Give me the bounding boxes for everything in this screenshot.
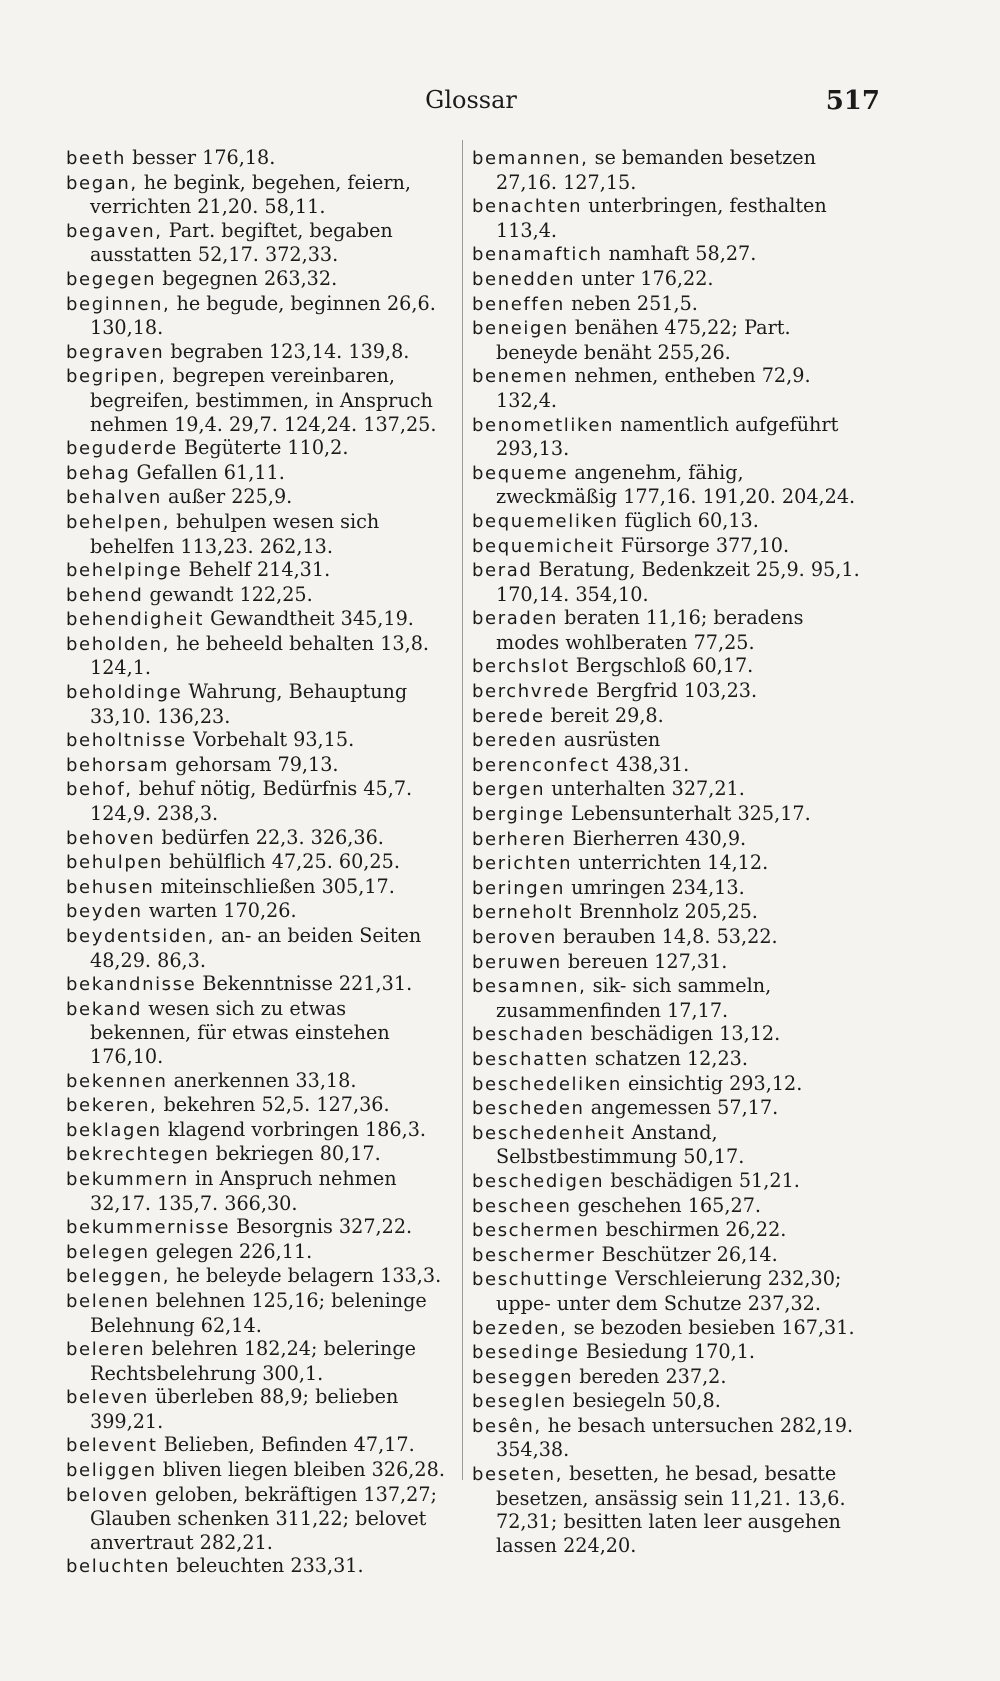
headword: beyden	[66, 901, 143, 923]
definition: belehnen 125,16; beleninge Belehnung 62,14.	[90, 1288, 427, 1337]
definition: anerkennen 33,18.	[173, 1068, 357, 1092]
definition: neben 251,5.	[571, 291, 698, 315]
headword: benachten	[472, 196, 583, 218]
column-divider	[462, 140, 463, 1480]
page-number: 517	[825, 86, 880, 116]
glossary-entry	[66, 510, 452, 558]
definition: angenehm, fähig, zweckmäßig 177,16. 191,20. 204,24.	[496, 460, 856, 509]
headword: benemen	[472, 366, 569, 388]
headword: beydentsiden,	[66, 926, 215, 947]
definition: Bergfrid 103,23.	[596, 679, 758, 703]
headword: berheren	[472, 828, 567, 850]
definition: Bekenntnisse 221,31.	[202, 972, 413, 996]
definition: begegnen 263,32.	[162, 266, 338, 290]
definition: Besorgnis 327,22.	[236, 1215, 413, 1239]
glossary-entry	[66, 1069, 452, 1094]
headword: beleven	[66, 1387, 149, 1409]
definition: bliven liegen bleiben 326,28.	[162, 1458, 445, 1482]
definition: umringen 234,13.	[571, 875, 745, 899]
glossary-entry	[66, 436, 452, 461]
headword: beschedigen	[472, 1170, 605, 1192]
definition: se bezoden besieben 167,31.	[573, 1315, 855, 1339]
glossary-entry	[66, 826, 452, 851]
glossary-entry	[472, 777, 864, 802]
glossary-entry	[66, 924, 452, 972]
definition: außer 225,9.	[167, 485, 293, 509]
glossary-entry	[66, 146, 452, 171]
definition: miteinschließen 305,17.	[160, 874, 395, 898]
definition: Behelf 214,31.	[188, 558, 331, 582]
headword: beschermer	[472, 1244, 596, 1266]
headword: beschaden	[472, 1024, 585, 1046]
headword: beeth	[66, 148, 127, 169]
glossary-entry	[472, 1389, 864, 1414]
definition: Begüterte 110,2.	[183, 436, 349, 460]
definition: he beheeld behalten 13,8. 124,1.	[90, 631, 430, 680]
headword: beringen	[472, 877, 566, 899]
headword: berchslot	[472, 656, 570, 678]
definition: wesen sich zu etwas bekennen, für etwas einstehen 176,10.	[90, 996, 390, 1068]
headword: bemannen,	[472, 148, 589, 169]
glossary-entry	[472, 1096, 864, 1121]
glossary-entry	[472, 242, 864, 267]
definition: klagend vorbringen 186,3.	[167, 1117, 426, 1141]
glossary-entry	[472, 1316, 864, 1341]
glossary-entry	[472, 851, 864, 876]
definition: berauben 14,8. 53,22.	[562, 925, 778, 948]
definition: belehren 182,24; beleringe Rechtsbelehrung 300,1.	[90, 1337, 416, 1385]
glossary-entry	[472, 364, 864, 412]
headword: beseten,	[472, 1464, 564, 1486]
headword: beraden	[472, 608, 559, 630]
headword: bescheen	[472, 1195, 572, 1217]
glossary-entry	[472, 1218, 864, 1243]
definition: Brennholz 205,25.	[579, 900, 758, 924]
definition: begrepen vereinbaren, begreifen, bestimmen, in Anspruch nehmen 19,4. 29,7. 124,24. 137,25.	[90, 364, 437, 436]
headword: begaven,	[66, 220, 163, 242]
headword: besamnen,	[472, 976, 587, 998]
glossary-entry	[472, 1267, 864, 1315]
glossary-entry	[66, 850, 452, 875]
glossary-entry	[66, 171, 452, 219]
headword: behelpen,	[66, 511, 171, 533]
glossary-entry	[66, 1215, 452, 1240]
definition: bereit 29,8.	[550, 703, 664, 727]
glossary-entry	[66, 1240, 452, 1265]
headword: belenen	[66, 1290, 150, 1312]
left-column	[66, 146, 452, 1579]
glossary-entry	[472, 876, 864, 901]
right-column	[472, 146, 864, 1557]
glossary-entry	[66, 1289, 452, 1337]
headword: beholdinge	[66, 682, 183, 704]
headword: benamaftich	[472, 244, 603, 266]
headword: bekandnisse	[66, 974, 197, 996]
headword: behoven	[66, 827, 156, 849]
glossary-entry	[472, 1365, 864, 1390]
running-title: Glossar	[425, 86, 517, 114]
glossary-entry	[66, 1167, 452, 1215]
glossary-entry	[472, 461, 864, 509]
headword: begegen	[66, 268, 157, 290]
glossary-entry	[66, 680, 452, 728]
definition: he beleyde belagern 133,3.	[176, 1264, 442, 1288]
glossary-entry	[472, 974, 864, 1022]
headword: bequemicheit	[472, 535, 615, 557]
headword: bequeme	[472, 462, 569, 484]
definition: bekriegen 80,17.	[215, 1142, 381, 1166]
headword: benedden	[472, 268, 576, 290]
headword: begripen,	[66, 366, 167, 388]
glossary-entry	[472, 900, 864, 925]
glossary-entry	[472, 802, 864, 827]
definition: Gefallen 61,11.	[136, 460, 285, 484]
headword: berad	[472, 560, 533, 582]
definition: Bergschloß 60,17.	[575, 654, 754, 678]
headword: beleggen,	[66, 1266, 171, 1288]
definition: bereuen 127,31.	[567, 949, 728, 973]
glossary-entry	[472, 146, 864, 194]
page-header	[62, 86, 880, 122]
headword: behusen	[66, 876, 155, 898]
glossary-entry	[66, 1337, 452, 1385]
glossary-entry	[472, 1194, 864, 1219]
glossary-entry	[472, 1047, 864, 1072]
definition: Beschützer 26,14.	[601, 1242, 778, 1266]
glossary-entry	[472, 1022, 864, 1047]
headword: beschermen	[472, 1220, 600, 1242]
definition: behuf nötig, Bedürfnis 45,7. 124,9. 238,3.	[90, 777, 413, 826]
headword: beneffen	[472, 293, 565, 315]
glossary-entry	[472, 292, 864, 317]
headword: beschatten	[472, 1048, 589, 1070]
headword: berenconfect	[472, 754, 610, 776]
definition: namentlich aufgeführt 293,13.	[496, 412, 839, 461]
definition: beleuchten 233,31.	[176, 1554, 364, 1578]
headword: bequemeliken	[472, 510, 619, 532]
definition: beschädigen 51,21.	[610, 1168, 800, 1192]
glossary-entry	[472, 1121, 864, 1169]
glossary-entry	[66, 728, 452, 753]
glossary-entry	[66, 1458, 452, 1483]
headword: bekummernisse	[66, 1217, 231, 1239]
glossary-entry	[66, 753, 452, 778]
definition: se bemanden besetzen 27,16. 127,15.	[496, 146, 817, 194]
definition: 438,31.	[615, 752, 690, 776]
definition: geschehen 165,27.	[577, 1193, 762, 1217]
glossary-entry	[472, 194, 864, 242]
definition: Bierherren 430,9.	[572, 826, 747, 850]
definition: he begude, beginnen 26,6. 130,18.	[90, 291, 436, 340]
glossary-entry	[472, 413, 864, 461]
definition: beschirmen 26,22.	[605, 1218, 787, 1242]
glossary-entry	[66, 292, 452, 340]
definition: beraten 11,16; beradens modes wohlberaten 77,25.	[496, 606, 804, 654]
headword: bekand	[66, 998, 143, 1020]
headword: bereden	[472, 730, 558, 752]
headword: berneholt	[472, 902, 573, 924]
glossary-entry	[472, 1169, 864, 1194]
definition: besser 176,18.	[132, 146, 276, 169]
glossary-entry	[472, 679, 864, 704]
headword: beginnen,	[66, 293, 171, 315]
definition: ausrüsten	[563, 728, 661, 752]
headword: berede	[472, 705, 545, 727]
definition: gewandt 122,25.	[149, 582, 313, 606]
headword: beroven	[472, 927, 557, 948]
glossary-entry	[66, 875, 452, 900]
headword: beschuttinge	[472, 1269, 609, 1291]
headword: beschedeliken	[472, 1073, 622, 1095]
definition: namhaft 58,27.	[608, 242, 757, 266]
definition: bedürfen 22,3. 326,36.	[161, 825, 384, 849]
glossary-entry	[472, 704, 864, 729]
definition: an- an beiden Seiten 48,29. 86,3.	[90, 924, 422, 972]
headword: beguderde	[66, 438, 178, 460]
headword: beseggen	[472, 1366, 574, 1388]
glossary-entry	[66, 558, 452, 583]
definition: überleben 88,9; belieben 399,21.	[90, 1385, 399, 1433]
glossary-entry	[472, 509, 864, 534]
headword: beloven	[66, 1484, 149, 1506]
headword: beklagen	[66, 1119, 162, 1141]
definition: Beratung, Bedenkzeit 25,9. 95,1. 170,14. 354,10.	[496, 558, 860, 606]
glossary-entry	[66, 1554, 452, 1579]
definition: begraben 123,14. 139,8.	[170, 339, 410, 363]
headword: beneigen	[472, 318, 569, 340]
definition: beschädigen 13,12.	[590, 1022, 781, 1046]
definition: Gewandtheit 345,19.	[210, 607, 414, 631]
definition: besiegeln 50,8.	[572, 1389, 721, 1413]
glossary-entry	[66, 997, 452, 1069]
headword: behendigheit	[66, 609, 204, 631]
definition: unterrichten 14,12.	[578, 851, 769, 875]
headword: berchvrede	[472, 681, 591, 703]
glossary-entry	[66, 219, 452, 267]
glossary-entry	[472, 1462, 864, 1557]
headword: behag	[66, 462, 131, 484]
definition: in Anspruch nehmen 32,17. 135,7. 366,30.	[90, 1166, 397, 1215]
headword: bekummern	[66, 1168, 189, 1190]
glossary-entry	[472, 267, 864, 292]
definition: Wahrung, Behauptung 33,10. 136,23.	[90, 680, 408, 728]
headword: began,	[66, 172, 138, 194]
definition: geloben, bekräftigen 137,27; Glauben schenken 311,22; belovet anvertraut 282,21.	[90, 1482, 438, 1554]
glossary-entry	[472, 827, 864, 852]
definition: unter 176,22.	[581, 266, 714, 290]
glossary-entry	[66, 1118, 452, 1143]
headword: beliggen	[66, 1460, 157, 1482]
headword: behorsam	[66, 754, 170, 776]
definition: Belieben, Befinden 47,17.	[163, 1433, 415, 1457]
glossary-entry	[66, 1142, 452, 1167]
glossary-entry	[66, 777, 452, 825]
headword: beluchten	[66, 1556, 171, 1578]
headword: behend	[66, 584, 144, 606]
definition: benähen 475,22; Part. beneyde benäht 255,26.	[496, 316, 791, 364]
headword: berginge	[472, 804, 565, 826]
glossary-entry	[472, 316, 864, 364]
glossary-entry	[472, 1072, 864, 1097]
glossary-entry	[472, 606, 864, 654]
headword: bergen	[472, 779, 546, 801]
definition: unterhalten 327,21.	[551, 777, 745, 801]
headword: berichten	[472, 853, 573, 875]
headword: beleren	[66, 1339, 146, 1361]
definition: füglich 60,13.	[624, 508, 759, 532]
definition: Vorbehalt 93,15.	[192, 728, 355, 752]
definition: Besiedung 170,1.	[585, 1340, 755, 1364]
definition: he besach untersuchen 282,19. 354,38.	[496, 1413, 854, 1462]
headword: besên,	[472, 1415, 542, 1437]
headword: bekeren,	[66, 1095, 158, 1117]
glossary-entry	[472, 753, 864, 778]
headword: bezeden,	[472, 1317, 568, 1339]
headword: beruwen	[472, 951, 562, 973]
headword: belevent	[66, 1435, 158, 1457]
glossary-entry	[472, 1340, 864, 1365]
glossary-entry	[66, 364, 452, 436]
glossary-entry	[472, 950, 864, 975]
glossary-entry	[66, 607, 452, 632]
definition: Verschleierung 232,30; uppe- unter dem Schutze 237,32.	[496, 1267, 842, 1315]
headword: bekennen	[66, 1070, 168, 1092]
glossary-entry	[66, 267, 452, 292]
definition: gehorsam 79,13.	[175, 752, 339, 776]
glossary-entry	[66, 1264, 452, 1289]
headword: bekrechtegen	[66, 1144, 210, 1166]
glossary-entry	[472, 728, 864, 753]
glossary-entry	[66, 972, 452, 997]
glossary-entry	[472, 558, 864, 606]
headword: belegen	[66, 1241, 150, 1263]
glossary-entry	[66, 583, 452, 608]
definition: warten 170,26.	[148, 899, 297, 923]
definition: unterbringen, festhalten 113,4.	[496, 194, 827, 242]
glossary-entry	[66, 1483, 452, 1555]
glossary-entry	[66, 1385, 452, 1433]
glossary-entry	[66, 632, 452, 680]
definition: he begink, begehen, feiern, verrichten 21,20. 58,11.	[90, 170, 411, 219]
headword: begraven	[66, 341, 165, 363]
definition: Anstand, Selbstbestimmung 50,17.	[496, 1120, 745, 1169]
glossary-entry	[472, 1414, 864, 1462]
glossary-entry	[66, 1093, 452, 1118]
glossary-entry	[472, 925, 864, 950]
headword: besedinge	[472, 1342, 580, 1364]
definition: Part. begiftet, begaben ausstatten 52,17. 372,33.	[90, 218, 393, 267]
definition: gelegen 226,11.	[155, 1239, 313, 1263]
definition: einsichtig 293,12.	[627, 1071, 803, 1095]
definition: nehmen, entheben 72,9. 132,4.	[496, 364, 811, 412]
headword: beholden,	[66, 633, 170, 655]
glossary-entry	[472, 1243, 864, 1268]
definition: bekehren 52,5. 127,36.	[163, 1093, 390, 1117]
headword: benometliken	[472, 414, 615, 436]
glossary-entry	[66, 461, 452, 486]
headword: beseglen	[472, 1391, 567, 1413]
definition: behülflich 47,25. 60,25.	[169, 850, 400, 874]
headword: behulpen	[66, 852, 164, 874]
glossary-entry	[472, 654, 864, 679]
definition: schatzen 12,23.	[594, 1046, 748, 1070]
definition: Lebensunterhalt 325,17.	[570, 802, 811, 826]
headword: beholtnisse	[66, 730, 187, 752]
headword: behalven	[66, 487, 162, 509]
glossary-entry	[66, 340, 452, 365]
headword: bescheden	[472, 1098, 585, 1120]
glossary-entry	[472, 534, 864, 559]
definition: Fürsorge 377,10.	[620, 533, 790, 557]
glossary-entry	[66, 1433, 452, 1458]
definition: besetten, he besad, besatte besetzen, ansässig sein 11,21. 13,6. 72,31; besitten laten leer ausgehen lassen 224,20.	[496, 1462, 846, 1557]
headword: beschedenheit	[472, 1122, 626, 1144]
headword: behelpinge	[66, 560, 183, 582]
glossary-entry	[66, 899, 452, 924]
headword: behof,	[66, 779, 133, 801]
definition: angemessen 57,17.	[590, 1096, 779, 1120]
definition: bereden 237,2.	[579, 1364, 727, 1388]
definition: sik- sich sammeln, zusammenfinden 17,17.	[496, 974, 772, 1022]
definition: behulpen wesen sich behelfen 113,23. 262,13.	[90, 509, 380, 558]
glossary-entry	[66, 485, 452, 510]
